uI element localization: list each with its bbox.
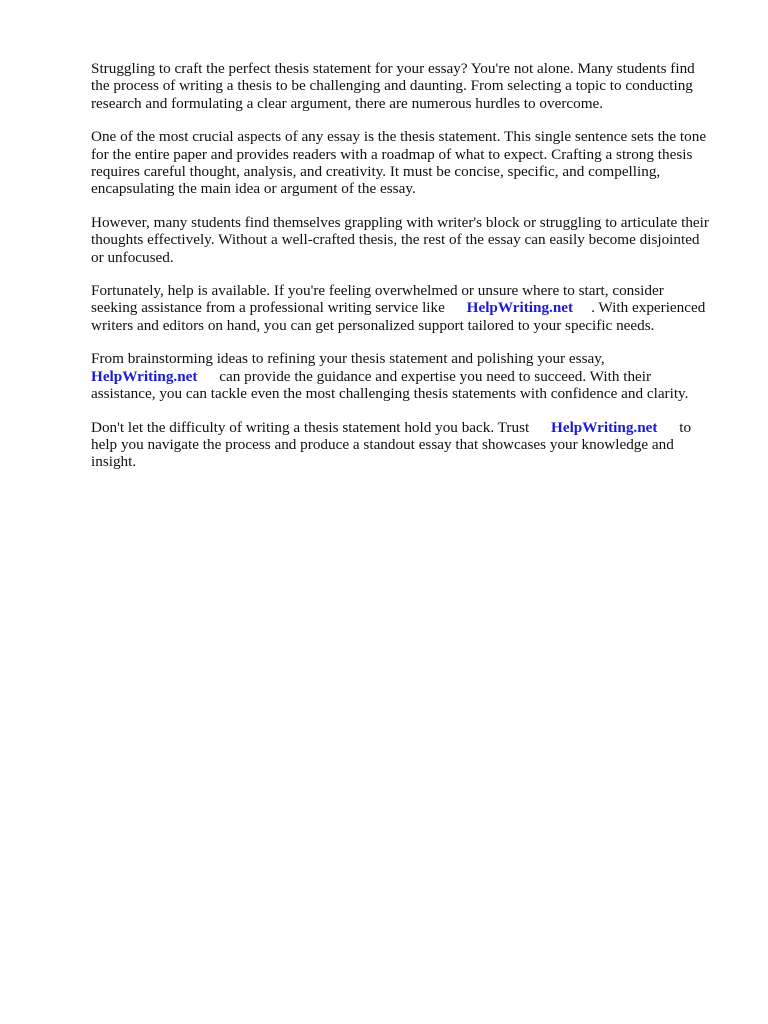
paragraph-intro [91, 60, 711, 112]
document-body [91, 60, 711, 487]
paragraph-closing-text-after: to help you navigate the process and produce a standout essay that showcases your knowledge and insight. [91, 418, 692, 471]
helpwriting-link-1[interactable]: HelpWriting.net [466, 299, 574, 317]
helpwriting-link-2[interactable]: HelpWriting.net [91, 367, 198, 385]
paragraph-brainstorming [91, 350, 711, 402]
paragraph-help-available-text-after: . With experienced writers and editors on hand, you can get personalized support tailored to your specific needs. [91, 299, 706, 334]
paragraph-help-available [91, 282, 711, 334]
paragraph-closing-text-before: Don't let the difficulty of writing a thesis statement hold you back. Trust [91, 418, 530, 436]
paragraph-brainstorming-text-before: From brainstorming ideas to refining your thesis statement and polishing your essay, [91, 350, 605, 368]
paragraph-closing [91, 419, 711, 471]
helpwriting-link-3[interactable]: HelpWriting.net [551, 418, 658, 436]
paragraph-help-available-text-before: Fortunately, help is available. If you're feeling overwhelmed or unsure where to start, consider seeking assistance from a professional writing service like [91, 282, 664, 317]
paragraph-writers-block-text: However, many students find themselves grappling with writer's block or struggling to articulate their thoughts effectively. Without a well-crafted thesis, the rest of the essay can easily become disjointed or unfocused. [91, 213, 709, 266]
paragraph-writers-block [91, 214, 711, 266]
paragraph-thesis-importance [91, 128, 711, 198]
paragraph-intro-text: Struggling to craft the perfect thesis statement for your essay? You're not alone. Many students find the process of writing a thesis to be challenging and daunting. From selecting a topic to conducting research and formulating a clear argument, there are numerous hurdles to overcome. [91, 60, 695, 112]
paragraph-brainstorming-text-after: can provide the guidance and expertise you need to succeed. With their assistance, you can tackle even the most challenging thesis statements with confidence and clarity. [91, 367, 689, 403]
paragraph-thesis-importance-text: One of the most crucial aspects of any essay is the thesis statement. This single sentence sets the tone for the entire paper and provides readers with a roadmap of what to expect. Crafting a strong thesis requires careful thought, analysis, and creativity. It must be concise, specific, and compelling, encapsulating the main idea or argument of the essay. [91, 128, 707, 198]
